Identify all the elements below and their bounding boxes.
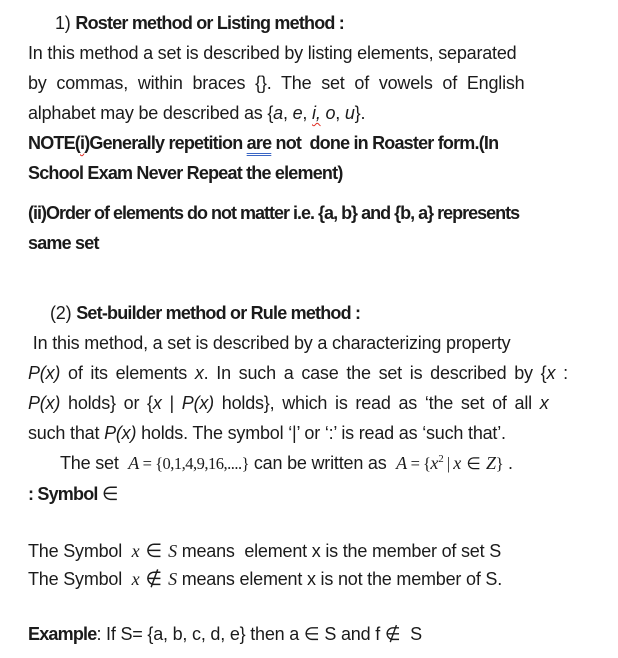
text-segment: S and f — [319, 624, 385, 644]
math-Px: P(x) — [28, 363, 61, 383]
note-line1 — [28, 128, 604, 158]
math-x: x — [131, 569, 140, 589]
element-of-icon: ∈ — [101, 483, 119, 505]
math-Px: P(x) — [104, 423, 137, 443]
text-segment: of its elements — [60, 363, 195, 383]
text-segment: : If S= {a, b, c, d, e} then a — [96, 624, 304, 644]
vowel-a: a — [273, 103, 283, 123]
section2-heading — [50, 298, 604, 328]
vowel-o: o — [325, 103, 336, 123]
text-segment: alphabet may be described as { — [28, 103, 274, 123]
para2-line2 — [28, 358, 604, 388]
text-segment: . In such a case the set is described by { — [203, 363, 547, 383]
text-segment: such that — [28, 423, 105, 443]
text-segment: | — [161, 393, 182, 413]
para1-line2: by commas, within braces {}. The set of vowels of English — [28, 73, 525, 93]
vowel-u: u — [344, 103, 355, 123]
math-Px: P(x) — [28, 393, 61, 413]
math-exponent: 2 — [438, 453, 444, 465]
math-x: x — [539, 393, 549, 413]
note-i-spellcheck: i — [80, 133, 85, 153]
section1-number: 1) — [55, 13, 76, 33]
example-label: Example — [28, 624, 97, 644]
text-segment: holds} or { — [60, 393, 153, 413]
section1-title: Roster method or Listing method : — [75, 13, 345, 33]
text-segment: , — [282, 103, 293, 123]
text-segment: The Symbol — [28, 541, 132, 561]
math-roster-set: = {0,1,4,9,16,....} — [139, 454, 250, 473]
text-segment: : — [555, 363, 568, 383]
not-element-of-icon: ∉ — [139, 568, 169, 590]
text-segment: means element x is not the member of S. — [176, 569, 503, 589]
element-of-icon: ∈ — [303, 624, 320, 645]
text-segment: means element x is the member of set S — [176, 541, 502, 561]
math-equals-brace: = { — [406, 454, 431, 473]
note-ii-line1: (ii)Order of elements do not matter i.e. {a, b} and {b, a} represents — [28, 203, 520, 223]
text-segment: )Generally repetition — [84, 133, 247, 153]
text-segment: holds. The symbol ‘|’ or ‘:’ is read as ‘such that’. — [136, 423, 506, 443]
member-line2 — [28, 565, 604, 593]
math-x: x — [453, 453, 462, 473]
section1-heading — [55, 8, 604, 38]
example-line — [28, 619, 604, 650]
not-element-of-icon: ∉ — [384, 624, 401, 645]
symbol-heading — [28, 479, 604, 509]
text-segment: The set — [60, 453, 129, 473]
text-segment: can be written as — [249, 453, 397, 473]
math-x: x — [152, 393, 162, 413]
math-x: x — [546, 363, 556, 383]
text-segment: , — [302, 103, 313, 123]
math-S: S — [168, 541, 177, 561]
grammar-underlined-word: are — [246, 133, 272, 153]
math-close-brace: } — [495, 454, 504, 473]
text-segment: . — [503, 453, 513, 473]
math-Z: Z — [485, 453, 496, 473]
para1-line3 — [28, 98, 604, 128]
para2-line3 — [28, 388, 604, 418]
formula-line — [60, 448, 604, 479]
section2-number: (2) — [50, 303, 77, 323]
section2-title: Set-builder method or Rule method : — [76, 303, 361, 323]
text-segment: }. — [354, 103, 366, 123]
text-segment: holds}, which is read as ‘the set of all — [213, 393, 540, 413]
text-segment: NOTE( — [28, 133, 80, 153]
text-segment: The Symbol — [28, 569, 132, 589]
math-set-A: A — [128, 453, 140, 473]
text-segment: not done in Roaster form.(In — [271, 133, 499, 153]
math-x: x — [194, 363, 204, 383]
math-such-that-bar: | — [443, 454, 454, 473]
para1-line1: In this method a set is described by listing elements, separated — [28, 43, 517, 63]
note-line2: School Exam Never Repeat the element) — [28, 163, 343, 183]
element-of-icon: ∈ — [139, 540, 169, 562]
para2-line1: In this method, a set is described by a characterizing property — [28, 333, 511, 353]
symbol-label: : Symbol — [28, 484, 102, 504]
math-x: x — [131, 541, 140, 561]
member-line1 — [28, 537, 604, 565]
text-segment: S — [400, 624, 422, 644]
math-set-A: A — [396, 453, 407, 473]
math-Px: P(x) — [181, 393, 214, 413]
math-S: S — [168, 569, 177, 589]
para2-line4 — [28, 418, 604, 448]
vowel-i-spellcheck: i, — [312, 103, 321, 123]
vowel-e: e — [292, 103, 303, 123]
math-x: x — [430, 453, 439, 473]
note-ii-line2: same set — [28, 233, 99, 253]
text-segment: , — [335, 103, 345, 123]
element-of-icon: ∈ — [461, 454, 486, 473]
